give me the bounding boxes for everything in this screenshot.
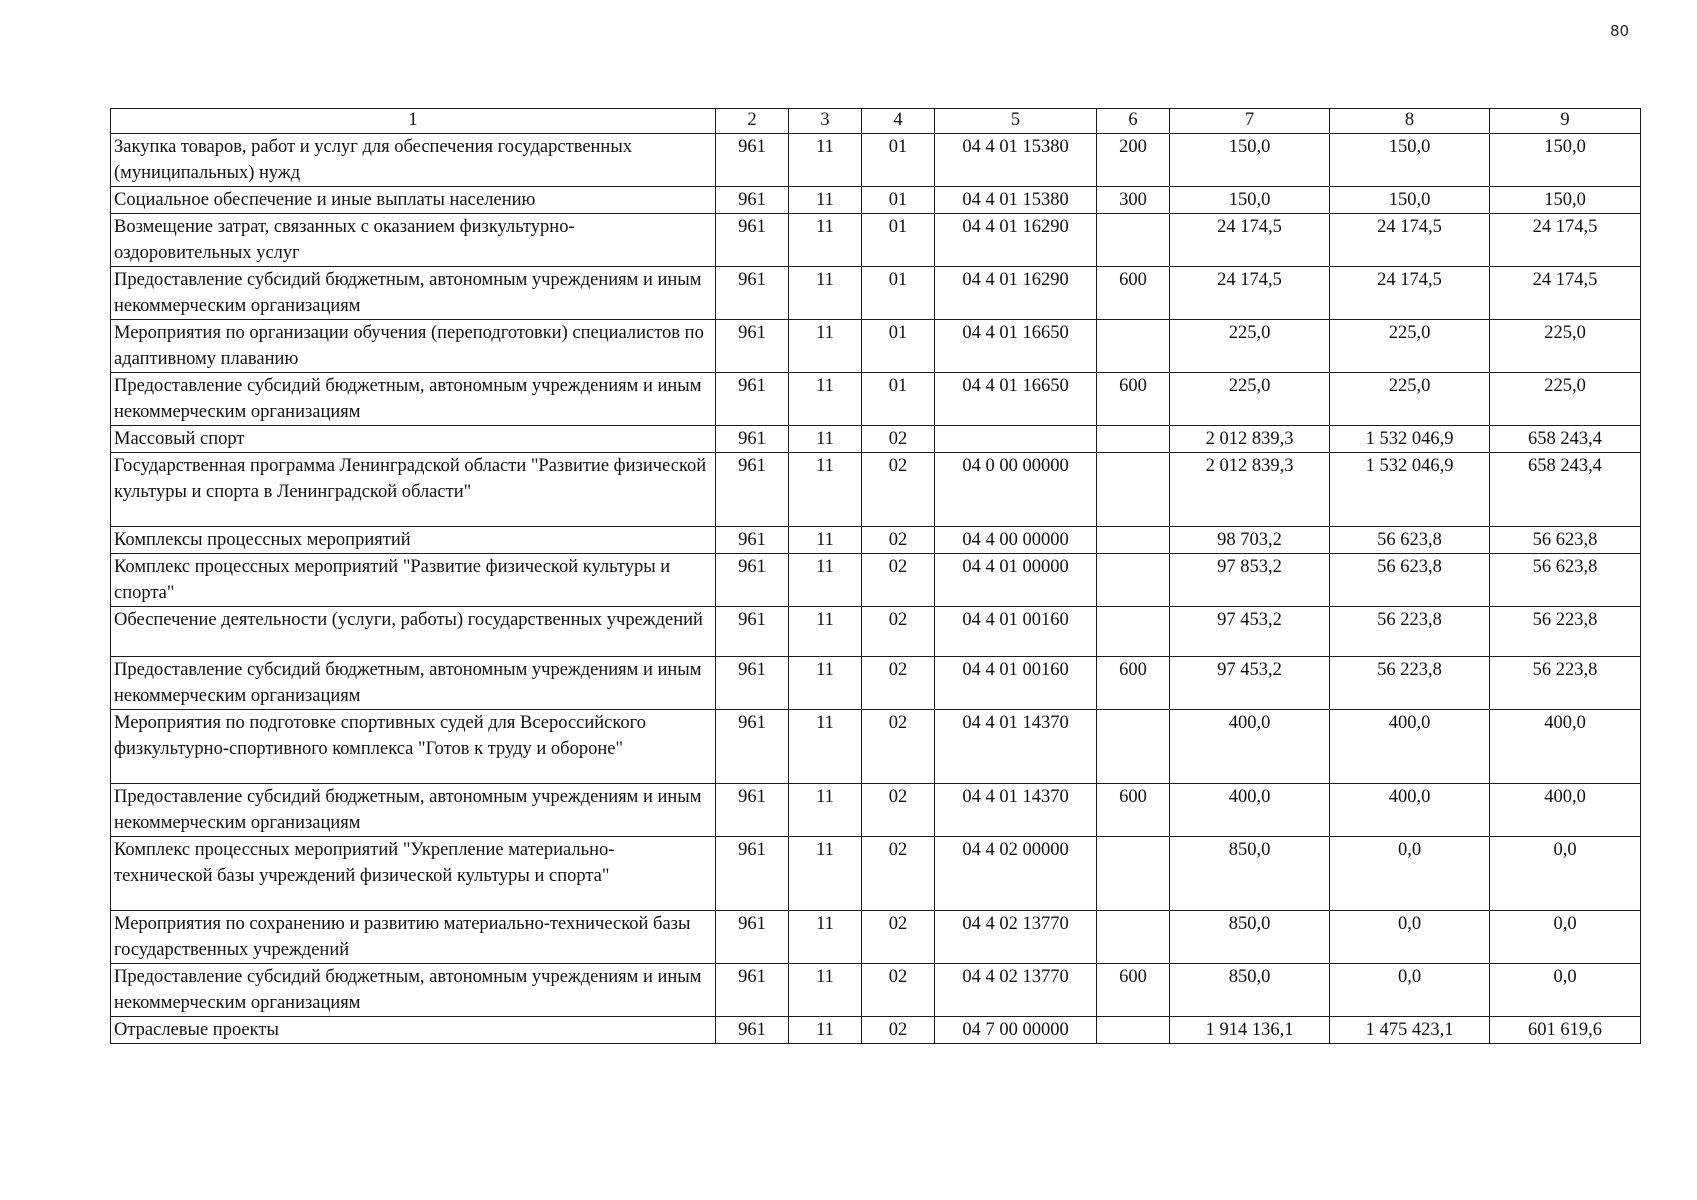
row-col5-cell: 04 4 00 00000 <box>935 527 1097 554</box>
row-col5-cell: 04 4 01 00000 <box>935 554 1097 607</box>
row-col7-cell: 400,0 <box>1170 784 1330 837</box>
row-col6-cell <box>1097 320 1170 373</box>
row-col6-cell: 600 <box>1097 657 1170 710</box>
row-name-cell: Мероприятия по организации обучения (переподготовки) специалистов по адаптивному плаванию <box>111 320 716 373</box>
row-col5-cell: 04 4 01 15380 <box>935 134 1097 187</box>
row-col6-cell <box>1097 607 1170 657</box>
row-col6-cell <box>1097 426 1170 453</box>
column-header: 7 <box>1170 109 1330 134</box>
row-col8-cell: 150,0 <box>1330 187 1490 214</box>
row-col4-cell: 01 <box>862 187 935 214</box>
row-col2-cell: 961 <box>716 657 789 710</box>
row-col9-cell: 0,0 <box>1490 911 1641 964</box>
row-col9-cell: 400,0 <box>1490 710 1641 784</box>
row-name-cell: Предоставление субсидий бюджетным, автономным учреждениям и иным некоммерческим организациям <box>111 373 716 426</box>
row-col2-cell: 961 <box>716 426 789 453</box>
row-col5-cell: 04 4 01 00160 <box>935 657 1097 710</box>
row-col3-cell: 11 <box>789 911 862 964</box>
row-col2-cell: 961 <box>716 373 789 426</box>
row-col3-cell: 11 <box>789 214 862 267</box>
row-col3-cell: 11 <box>789 453 862 527</box>
row-col6-cell <box>1097 710 1170 784</box>
row-col4-cell: 02 <box>862 1017 935 1044</box>
row-col2-cell: 961 <box>716 320 789 373</box>
row-col2-cell: 961 <box>716 267 789 320</box>
row-col4-cell: 02 <box>862 911 935 964</box>
row-col5-cell: 04 4 01 16290 <box>935 214 1097 267</box>
row-col7-cell: 1 914 136,1 <box>1170 1017 1330 1044</box>
row-name-cell: Массовый спорт <box>111 426 716 453</box>
row-col4-cell: 02 <box>862 657 935 710</box>
table-row <box>111 1017 1641 1044</box>
row-col7-cell: 24 174,5 <box>1170 267 1330 320</box>
row-col9-cell: 56 223,8 <box>1490 657 1641 710</box>
row-col9-cell: 225,0 <box>1490 320 1641 373</box>
row-col5-cell <box>935 426 1097 453</box>
table-row <box>111 554 1641 607</box>
row-col2-cell: 961 <box>716 187 789 214</box>
row-col2-cell: 961 <box>716 784 789 837</box>
row-col7-cell: 850,0 <box>1170 911 1330 964</box>
row-col8-cell: 150,0 <box>1330 134 1490 187</box>
row-col4-cell: 01 <box>862 134 935 187</box>
row-col3-cell: 11 <box>789 320 862 373</box>
column-header: 3 <box>789 109 862 134</box>
table-row <box>111 267 1641 320</box>
row-name-cell: Социальное обеспечение и иные выплаты населению <box>111 187 716 214</box>
row-name-cell: Комплексы процессных мероприятий <box>111 527 716 554</box>
row-name-cell: Мероприятия по подготовке спортивных судей для Всероссийского физкультурно-спортивного комплекса "Готов к труду и обороне" <box>111 710 716 784</box>
row-col2-cell: 961 <box>716 607 789 657</box>
row-col7-cell: 400,0 <box>1170 710 1330 784</box>
table-row <box>111 710 1641 784</box>
row-col6-cell <box>1097 837 1170 911</box>
column-header: 6 <box>1097 109 1170 134</box>
row-col9-cell: 56 623,8 <box>1490 527 1641 554</box>
table-row <box>111 373 1641 426</box>
row-col4-cell: 02 <box>862 710 935 784</box>
row-col3-cell: 11 <box>789 373 862 426</box>
row-col2-cell: 961 <box>716 214 789 267</box>
row-col3-cell: 11 <box>789 267 862 320</box>
row-col8-cell: 225,0 <box>1330 320 1490 373</box>
table-row <box>111 837 1641 911</box>
row-col4-cell: 02 <box>862 527 935 554</box>
row-col3-cell: 11 <box>789 784 862 837</box>
row-col4-cell: 01 <box>862 267 935 320</box>
row-col9-cell: 225,0 <box>1490 373 1641 426</box>
table-row <box>111 453 1641 527</box>
row-col6-cell <box>1097 453 1170 527</box>
row-col9-cell: 601 619,6 <box>1490 1017 1641 1044</box>
row-col4-cell: 01 <box>862 373 935 426</box>
row-col5-cell: 04 4 02 00000 <box>935 837 1097 911</box>
row-name-cell: Мероприятия по сохранению и развитию материально-технической базы государственных учреждений <box>111 911 716 964</box>
row-name-cell: Отраслевые проекты <box>111 1017 716 1044</box>
row-col8-cell: 24 174,5 <box>1330 267 1490 320</box>
row-col2-cell: 961 <box>716 710 789 784</box>
row-col7-cell: 150,0 <box>1170 134 1330 187</box>
row-name-cell: Государственная программа Ленинградской области "Развитие физической культуры и спорта в Ленинградской области" <box>111 453 716 527</box>
row-col7-cell: 225,0 <box>1170 373 1330 426</box>
row-col6-cell: 200 <box>1097 134 1170 187</box>
column-header: 2 <box>716 109 789 134</box>
row-col7-cell: 97 453,2 <box>1170 657 1330 710</box>
row-col3-cell: 11 <box>789 554 862 607</box>
row-col9-cell: 150,0 <box>1490 134 1641 187</box>
row-col3-cell: 11 <box>789 710 862 784</box>
column-header: 5 <box>935 109 1097 134</box>
row-col4-cell: 02 <box>862 607 935 657</box>
row-col5-cell: 04 4 02 13770 <box>935 911 1097 964</box>
row-col5-cell: 04 4 01 16650 <box>935 320 1097 373</box>
row-col8-cell: 1 532 046,9 <box>1330 426 1490 453</box>
row-col7-cell: 225,0 <box>1170 320 1330 373</box>
row-col2-cell: 961 <box>716 837 789 911</box>
budget-table <box>110 108 1641 1044</box>
row-name-cell: Обеспечение деятельности (услуги, работы) государственных учреждений <box>111 607 716 657</box>
row-name-cell: Предоставление субсидий бюджетным, автономным учреждениям и иным некоммерческим организациям <box>111 657 716 710</box>
row-col3-cell: 11 <box>789 964 862 1017</box>
row-col8-cell: 56 623,8 <box>1330 527 1490 554</box>
row-col8-cell: 56 223,8 <box>1330 657 1490 710</box>
row-col7-cell: 2 012 839,3 <box>1170 453 1330 527</box>
row-col2-cell: 961 <box>716 911 789 964</box>
row-col3-cell: 11 <box>789 187 862 214</box>
table-row <box>111 911 1641 964</box>
row-name-cell: Комплекс процессных мероприятий "Укрепление материально-технической базы учреждений физической культуры и спорта" <box>111 837 716 911</box>
row-col9-cell: 0,0 <box>1490 964 1641 1017</box>
table-row <box>111 426 1641 453</box>
row-col5-cell: 04 4 01 14370 <box>935 710 1097 784</box>
row-col9-cell: 56 223,8 <box>1490 607 1641 657</box>
row-col4-cell: 02 <box>862 964 935 1017</box>
row-col5-cell: 04 7 00 00000 <box>935 1017 1097 1044</box>
row-col5-cell: 04 4 01 16650 <box>935 373 1097 426</box>
row-col8-cell: 1 475 423,1 <box>1330 1017 1490 1044</box>
row-col6-cell: 600 <box>1097 964 1170 1017</box>
row-col4-cell: 02 <box>862 784 935 837</box>
row-col7-cell: 2 012 839,3 <box>1170 426 1330 453</box>
column-header: 1 <box>111 109 716 134</box>
row-col3-cell: 11 <box>789 527 862 554</box>
row-col9-cell: 658 243,4 <box>1490 453 1641 527</box>
row-col2-cell: 961 <box>716 134 789 187</box>
row-col9-cell: 24 174,5 <box>1490 267 1641 320</box>
row-col8-cell: 400,0 <box>1330 784 1490 837</box>
row-col9-cell: 24 174,5 <box>1490 214 1641 267</box>
row-col4-cell: 01 <box>862 214 935 267</box>
row-col8-cell: 56 223,8 <box>1330 607 1490 657</box>
row-col4-cell: 02 <box>862 554 935 607</box>
row-name-cell: Предоставление субсидий бюджетным, автономным учреждениям и иным некоммерческим организациям <box>111 964 716 1017</box>
row-col7-cell: 24 174,5 <box>1170 214 1330 267</box>
row-name-cell: Предоставление субсидий бюджетным, автономным учреждениям и иным некоммерческим организациям <box>111 267 716 320</box>
table-row <box>111 607 1641 657</box>
row-col6-cell <box>1097 911 1170 964</box>
page-number: 80 <box>1610 22 1630 40</box>
row-col8-cell: 0,0 <box>1330 911 1490 964</box>
row-col6-cell: 300 <box>1097 187 1170 214</box>
row-col9-cell: 658 243,4 <box>1490 426 1641 453</box>
row-col9-cell: 0,0 <box>1490 837 1641 911</box>
row-col3-cell: 11 <box>789 657 862 710</box>
row-col4-cell: 02 <box>862 837 935 911</box>
row-col6-cell <box>1097 554 1170 607</box>
row-col5-cell: 04 4 01 16290 <box>935 267 1097 320</box>
row-name-cell: Возмещение затрат, связанных с оказанием физкультурно-оздоровительных услуг <box>111 214 716 267</box>
column-header: 9 <box>1490 109 1641 134</box>
row-col3-cell: 11 <box>789 837 862 911</box>
row-col5-cell: 04 4 01 15380 <box>935 187 1097 214</box>
row-col3-cell: 11 <box>789 426 862 453</box>
row-col8-cell: 24 174,5 <box>1330 214 1490 267</box>
row-col2-cell: 961 <box>716 554 789 607</box>
row-col9-cell: 56 623,8 <box>1490 554 1641 607</box>
row-col7-cell: 150,0 <box>1170 187 1330 214</box>
row-col5-cell: 04 4 01 14370 <box>935 784 1097 837</box>
row-col3-cell: 11 <box>789 134 862 187</box>
row-col3-cell: 11 <box>789 607 862 657</box>
row-col8-cell: 0,0 <box>1330 964 1490 1017</box>
row-col6-cell: 600 <box>1097 267 1170 320</box>
table-row <box>111 784 1641 837</box>
column-header: 8 <box>1330 109 1490 134</box>
row-col3-cell: 11 <box>789 1017 862 1044</box>
row-col2-cell: 961 <box>716 964 789 1017</box>
table-header-row <box>111 109 1641 134</box>
row-col4-cell: 02 <box>862 426 935 453</box>
row-col2-cell: 961 <box>716 453 789 527</box>
row-col6-cell <box>1097 527 1170 554</box>
row-col9-cell: 150,0 <box>1490 187 1641 214</box>
table-row <box>111 187 1641 214</box>
row-col5-cell: 04 4 02 13770 <box>935 964 1097 1017</box>
row-col7-cell: 850,0 <box>1170 964 1330 1017</box>
row-col8-cell: 56 623,8 <box>1330 554 1490 607</box>
row-col4-cell: 01 <box>862 320 935 373</box>
row-col7-cell: 97 853,2 <box>1170 554 1330 607</box>
row-col8-cell: 400,0 <box>1330 710 1490 784</box>
row-col6-cell: 600 <box>1097 784 1170 837</box>
table-row <box>111 964 1641 1017</box>
table-row <box>111 134 1641 187</box>
row-col2-cell: 961 <box>716 527 789 554</box>
table-row <box>111 214 1641 267</box>
row-col8-cell: 0,0 <box>1330 837 1490 911</box>
row-name-cell: Предоставление субсидий бюджетным, автономным учреждениям и иным некоммерческим организациям <box>111 784 716 837</box>
row-col6-cell <box>1097 1017 1170 1044</box>
row-name-cell: Комплекс процессных мероприятий "Развитие физической культуры и спорта" <box>111 554 716 607</box>
row-col7-cell: 97 453,2 <box>1170 607 1330 657</box>
table-row <box>111 527 1641 554</box>
row-col7-cell: 98 703,2 <box>1170 527 1330 554</box>
row-col9-cell: 400,0 <box>1490 784 1641 837</box>
row-name-cell: Закупка товаров, работ и услуг для обеспечения государственных (муниципальных) нужд <box>111 134 716 187</box>
row-col5-cell: 04 4 01 00160 <box>935 607 1097 657</box>
row-col7-cell: 850,0 <box>1170 837 1330 911</box>
table-row <box>111 320 1641 373</box>
row-col2-cell: 961 <box>716 1017 789 1044</box>
table-row <box>111 657 1641 710</box>
row-col8-cell: 1 532 046,9 <box>1330 453 1490 527</box>
row-col4-cell: 02 <box>862 453 935 527</box>
row-col6-cell <box>1097 214 1170 267</box>
row-col5-cell: 04 0 00 00000 <box>935 453 1097 527</box>
column-header: 4 <box>862 109 935 134</box>
row-col6-cell: 600 <box>1097 373 1170 426</box>
row-col8-cell: 225,0 <box>1330 373 1490 426</box>
